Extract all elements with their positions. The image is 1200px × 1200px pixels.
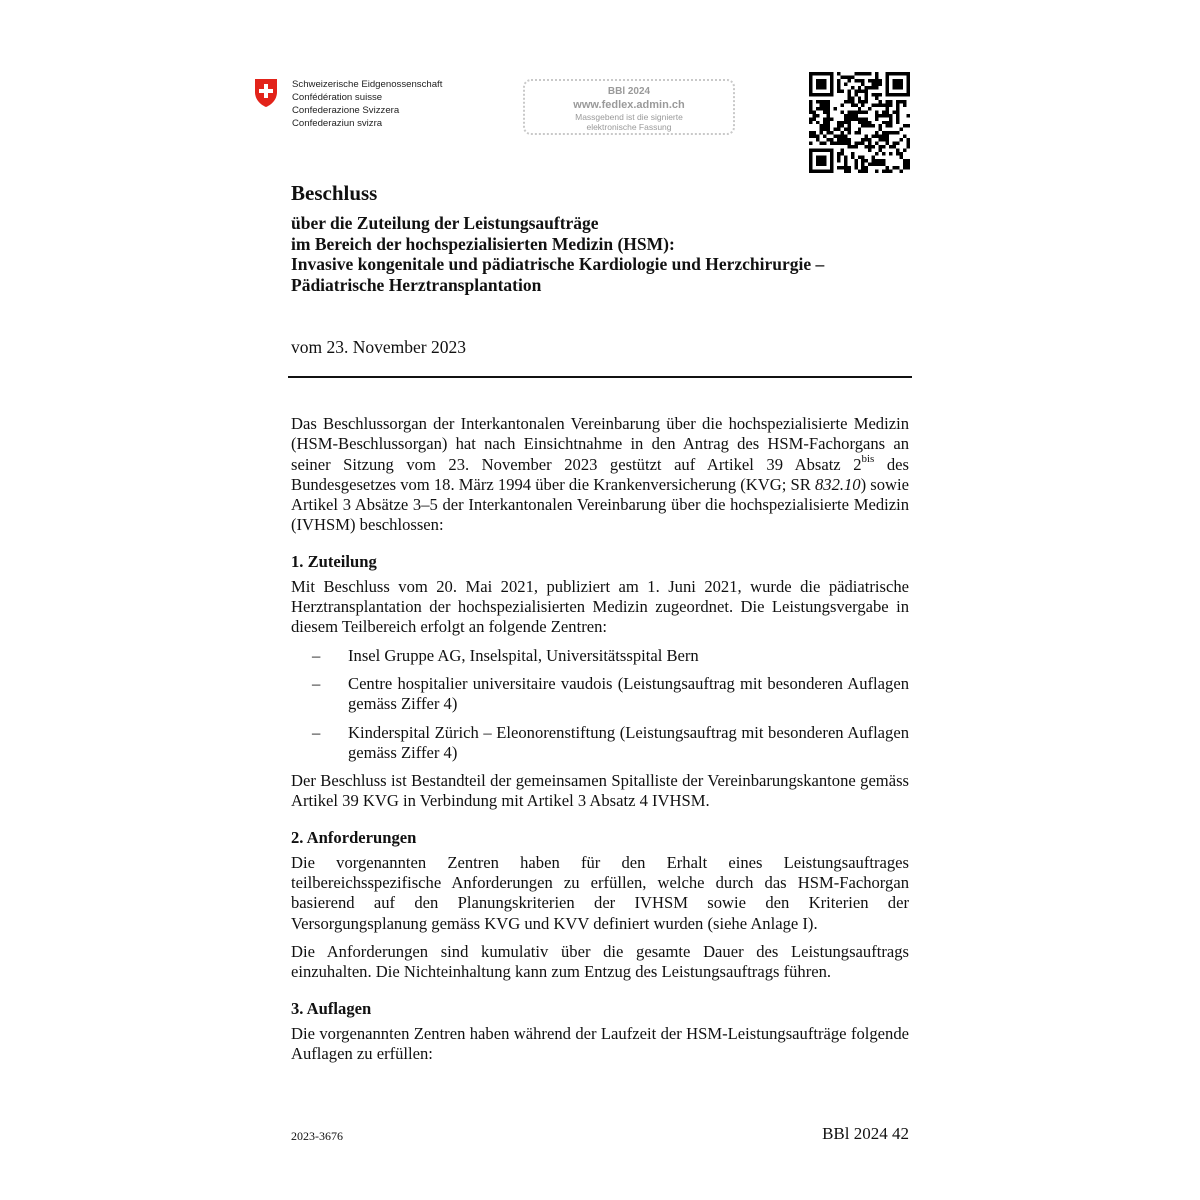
section-heading-auflagen: 3. Auflagen xyxy=(291,998,372,1018)
sr-number: 832.10 xyxy=(814,474,861,494)
swiss-cross-icon xyxy=(254,78,278,108)
section-heading-anforderungen: 2. Anforderungen xyxy=(291,827,417,847)
list-item xyxy=(291,646,909,666)
document-title: Beschluss xyxy=(291,181,378,205)
section-heading-zuteilung: 1. Zuteilung xyxy=(291,551,377,571)
section-1-paragraph-2: Der Beschluss ist Bestandteil der gemeinsamen Spitalliste der Vereinbarungskantone gemäss Artikel 39 KVG in Verbindung mit Artikel 3 Absatz 4 IVHSM. xyxy=(291,771,909,811)
stamp-line-4: elektronische Fassung xyxy=(586,122,672,132)
list-item xyxy=(291,674,909,715)
intro-paragraph xyxy=(291,414,909,536)
stamp-url: www.fedlex.admin.ch xyxy=(573,99,685,111)
subtitle-line: über die Zuteilung der Leistungsaufträge xyxy=(291,213,599,233)
subtitle-line: Pädiatrische Herztransplantation xyxy=(291,274,542,295)
intro-superscript: bis xyxy=(861,453,875,466)
document-body xyxy=(291,414,909,1072)
publication-stamp xyxy=(523,79,735,135)
list-item-text: Insel Gruppe AG, Inselspital, Universitätsspital Bern xyxy=(348,645,699,665)
stamp-line-3: Massgebend ist die signierte xyxy=(575,112,683,122)
document-date: vom 23. November 2023 xyxy=(291,337,466,357)
subtitle-line: im Bereich der hochspezialisierten Medizin (HSM): xyxy=(291,233,675,254)
footer-page-reference: BBl 2024 42 xyxy=(822,1124,909,1143)
subtitle-line: Invasive kongenitale und pädiatrische Kardiologie und Herzchirurgie – xyxy=(291,254,825,274)
confederation-name-fr: Confédération suisse xyxy=(292,92,383,103)
list-item xyxy=(291,723,909,764)
confederation-name-de: Schweizerische Eidgenossenschaft xyxy=(292,79,443,90)
stamp-line-1: BBl 2024 xyxy=(607,86,651,97)
list-item-text: Centre hospitalier universitaire vaudois (Leistungsauftrag mit besonderen Auflagen gemäss Ziffer 4) xyxy=(348,673,909,714)
dash-bullet: – xyxy=(312,645,321,665)
center-list xyxy=(291,646,909,763)
confederation-names xyxy=(292,78,442,130)
section-2-paragraph-2: Die Anforderungen sind kumulativ über die gesamte Dauer des Leistungsauftrags einzuhalten. Die Nichteinhaltung kann zum Entzug des Leistungsauftrags führen. xyxy=(291,941,909,982)
intro-text-1: Das Beschlussorgan der Interkantonalen Vereinbarung über die hochspezialisierte Medizin (HSM-Beschlussorgan) hat nach Einsichtnahme in den Antrag des HSM-Fachorgans an seiner Sitzung vom 23. November 2023 gestützt auf Artikel 39 Absatz 2 xyxy=(291,414,909,474)
title-divider xyxy=(288,376,912,378)
footer-document-id: 2023-3676 xyxy=(291,1129,343,1143)
dash-bullet: – xyxy=(312,722,321,742)
section-3-paragraph-1: Die vorgenannten Zentren haben während der Laufzeit der HSM-Leistungsaufträge folgende Auflagen zu erfüllen: xyxy=(291,1023,909,1063)
intro-text-3: ) sowie Artikel 3 Absätze 3–5 der Interkantonalen Vereinbarung über die hochspezialisierte Medizin (IVHSM) beschlossen: xyxy=(291,474,909,535)
confederation-name-rm: Confederaziun svizra xyxy=(292,118,383,129)
intro-text-2: des Bundesgesetzes vom 18. März 1994 über die Krankenversicherung (KVG; SR xyxy=(291,454,909,494)
section-1-paragraph-1: Mit Beschluss vom 20. Mai 2021, publiziert am 1. Juni 2021, wurde die pädiatrische Herztransplantation der hochspezialisierten Medizin zugeordnet. Die Leistungsvergabe in diesem Teilbereich erfolgt an folgende Zentren: xyxy=(291,576,909,637)
document-subtitle xyxy=(291,213,824,295)
qr-code-icon xyxy=(809,72,910,173)
confederation-logo xyxy=(254,78,442,130)
dash-bullet: – xyxy=(312,673,321,693)
confederation-name-it: Confederazione Svizzera xyxy=(292,105,400,116)
section-2-paragraph-1: Die vorgenannten Zentren haben für den Erhalt eines Leistungsauftrages teilbereichsspezifische Anforderungen zu erfüllen, welche durch das HSM-Fachorgan basierend auf den Planungskriterien der IVHSM sowie den Kriterien der Versorgungsplanung gemäss KVG und KVV definiert wurden (siehe Anlage I). xyxy=(291,852,909,933)
list-item-text: Kinderspital Zürich – Eleonorenstiftung (Leistungsauftrag mit besonderen Auflagen gemäss Ziffer 4) xyxy=(348,722,909,762)
